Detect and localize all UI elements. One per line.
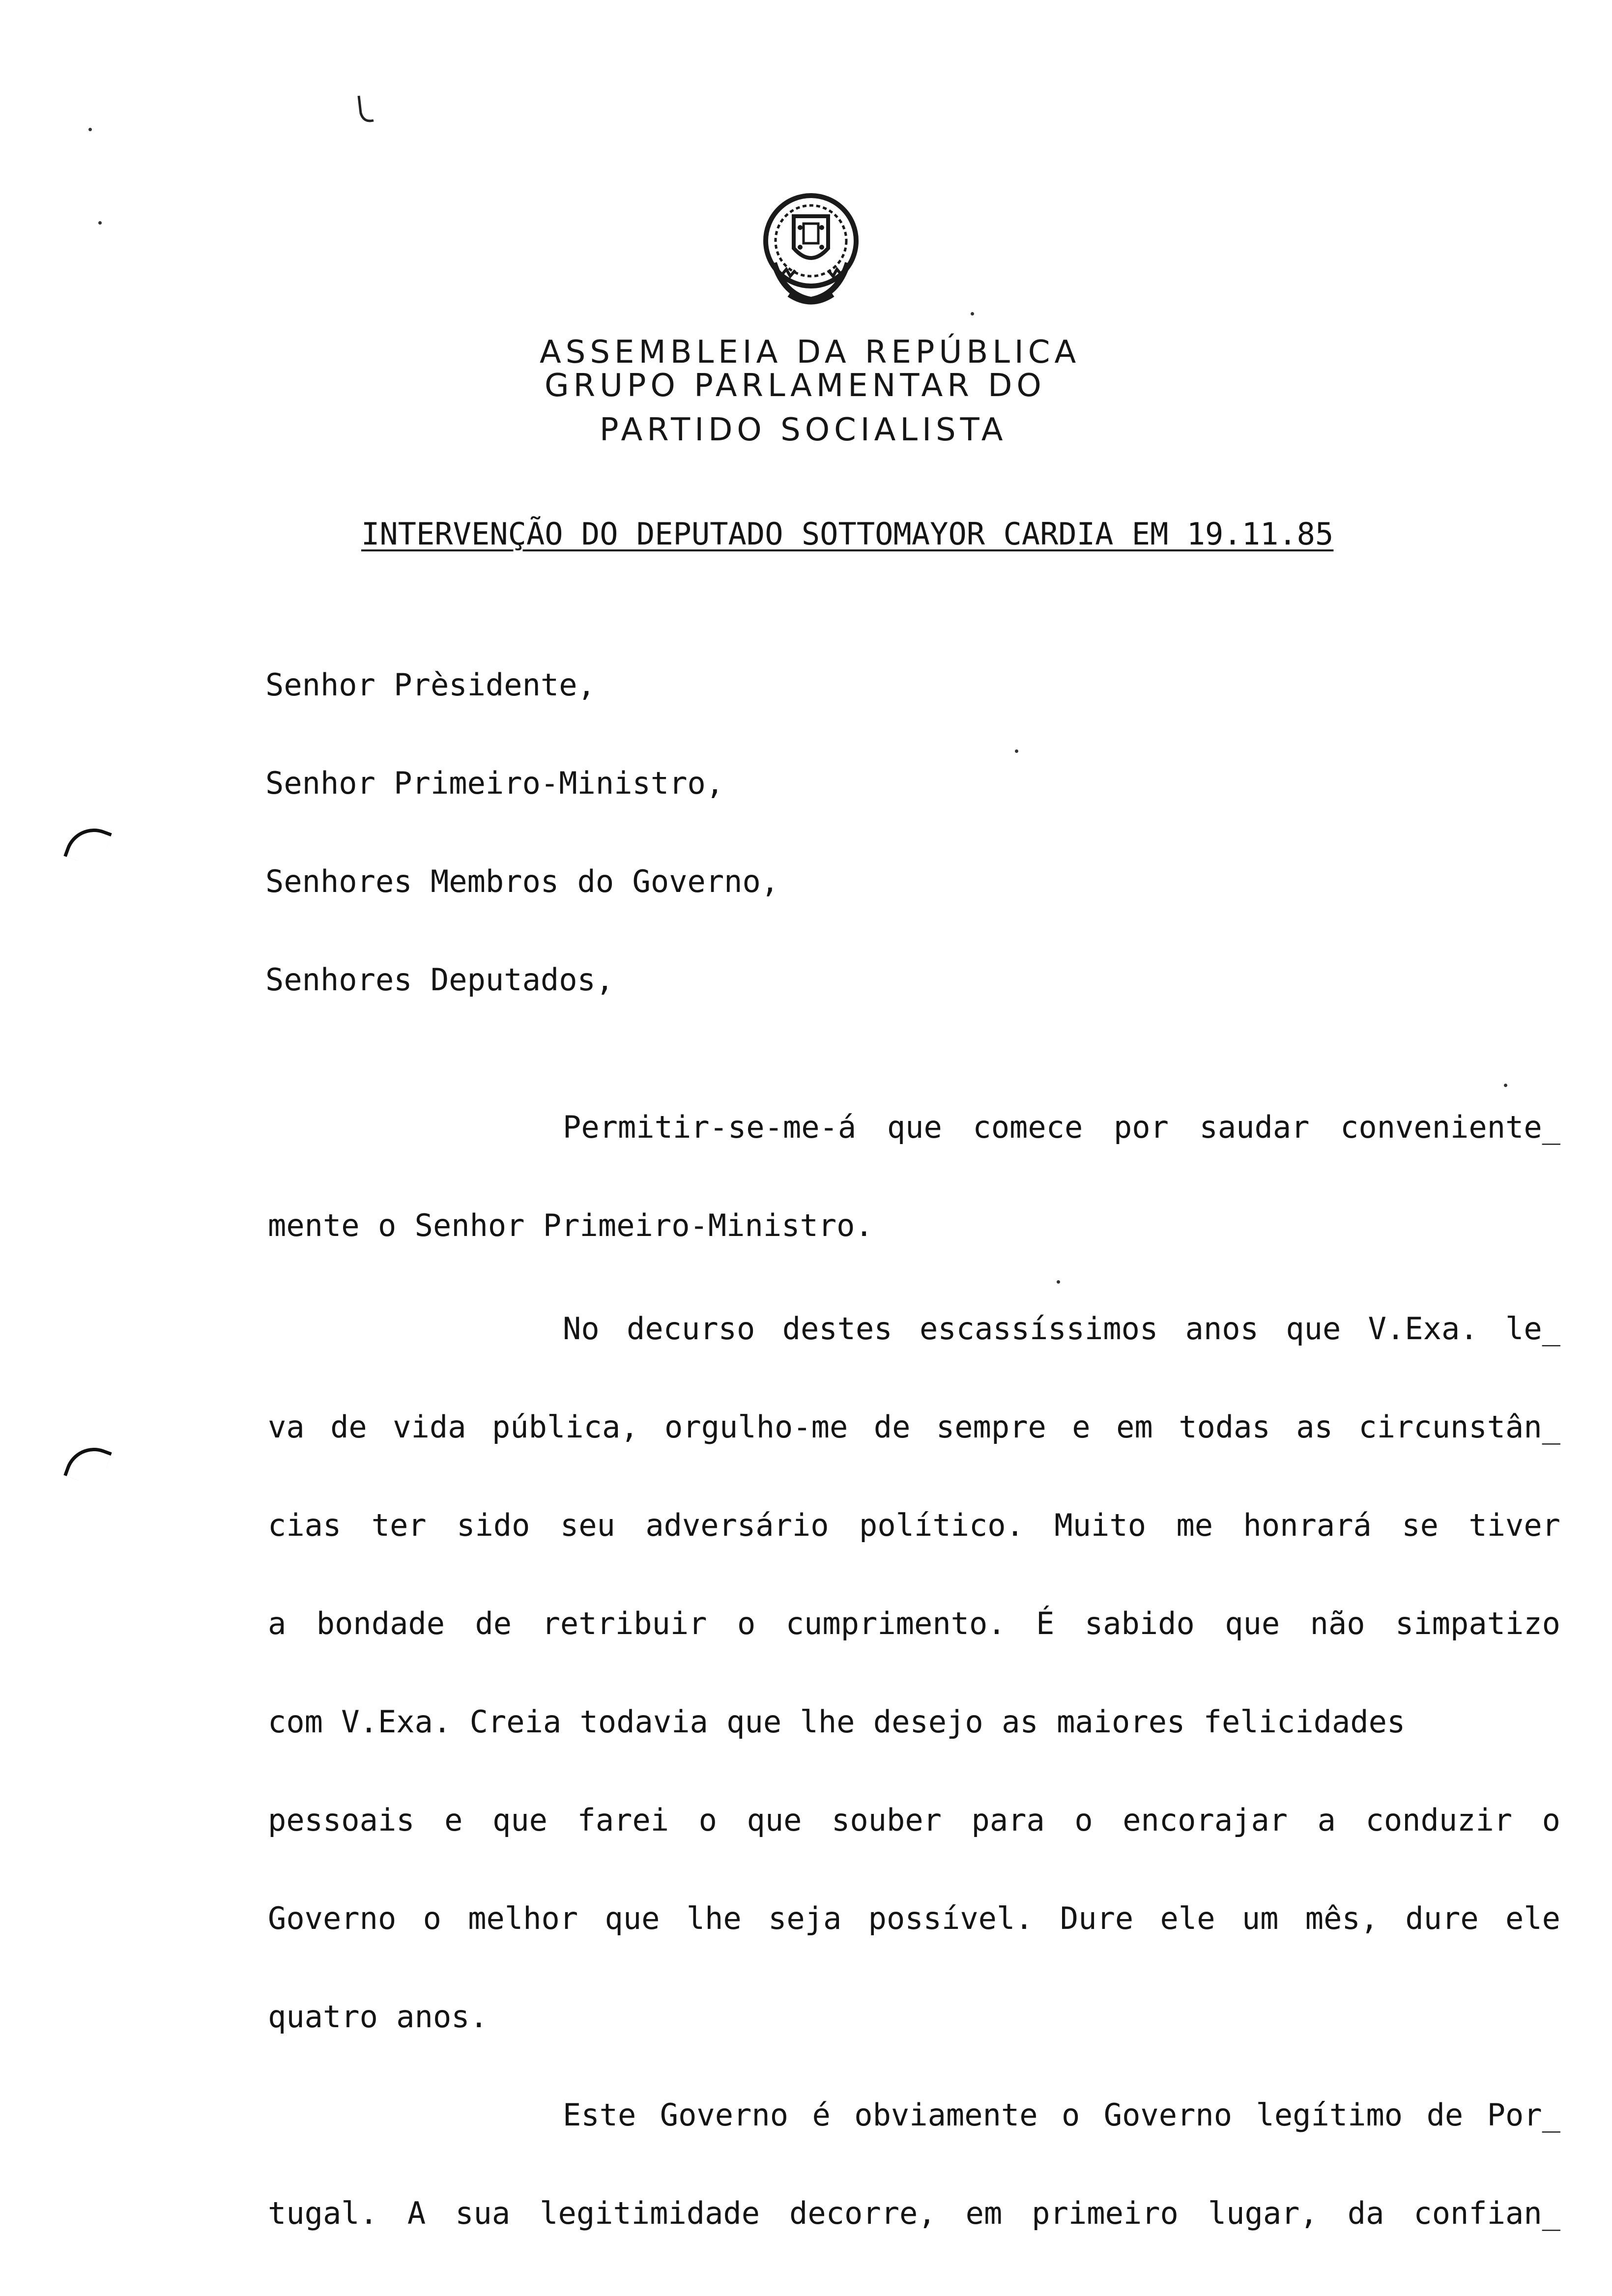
scan-speck (1504, 1084, 1507, 1087)
header-assembly-name: ASSEMBLEIA DA REPÚBLICA (540, 334, 1081, 371)
salutation-line: Senhores Deputados, (265, 962, 614, 998)
body-text-line: Permitir-se-me-á que comece por saudar conveniente̲ (563, 1109, 1560, 1145)
body-text-line: Governo o melhor que lhe seja possível. Dure ele um mês, dure ele (268, 1900, 1560, 1936)
punch-hole-mark (63, 1439, 112, 1488)
punch-hole-mark (63, 820, 112, 869)
body-text-line: No decurso destes escassíssimos anos que V.Exa. le̲ (563, 1311, 1560, 1347)
scan-speck (88, 128, 92, 131)
scan-speck (98, 221, 102, 225)
body-text-line: quatro anos. (268, 1999, 488, 2035)
header-party-name: PARTIDO SOCIALISTA (600, 412, 1008, 448)
body-text-line: a bondade de retribuir o cumprimento. É sabido que não simpatizo (268, 1606, 1560, 1641)
salutation-line: Senhores Membros do Governo, (265, 863, 779, 899)
coat-of-arms-emblem (754, 189, 867, 312)
scan-speck (1057, 1280, 1060, 1284)
body-text-line: va de vida pública, orgulho-me de sempre e em todas as circunstân̲ (268, 1409, 1560, 1445)
salutation-line: Senhor Prèsidente, (265, 667, 596, 703)
body-text-line: tugal. A sua legitimidade decorre, em primeiro lugar, da confian̲ (268, 2195, 1560, 2231)
scan-speck (971, 312, 974, 316)
body-text-line: mente o Senhor Primeiro-Ministro. (268, 1207, 873, 1243)
body-text-line: Este Governo é obviamente o Governo legítimo de Por̲ (563, 2097, 1560, 2133)
scan-speck (1015, 749, 1018, 753)
document-title: INTERVENÇÃO DO DEPUTADO SOTTOMAYOR CARDIA EM 19.11.85 (361, 516, 1334, 552)
body-text-line: pessoais e que farei o que souber para o encorajar a conduzir o (268, 1802, 1560, 1838)
body-text-line: com V.Exa. Creia todavia que lhe desejo as maiores felicidades (268, 1704, 1406, 1740)
header-parliamentary-group: GRUPO PARLAMENTAR DO (545, 368, 1046, 404)
salutation-line: Senhor Primeiro-Ministro, (265, 765, 724, 801)
body-text-line: cias ter sido seu adversário político. Muito me honrará se tiver (268, 1507, 1560, 1543)
pen-mark (354, 93, 383, 138)
